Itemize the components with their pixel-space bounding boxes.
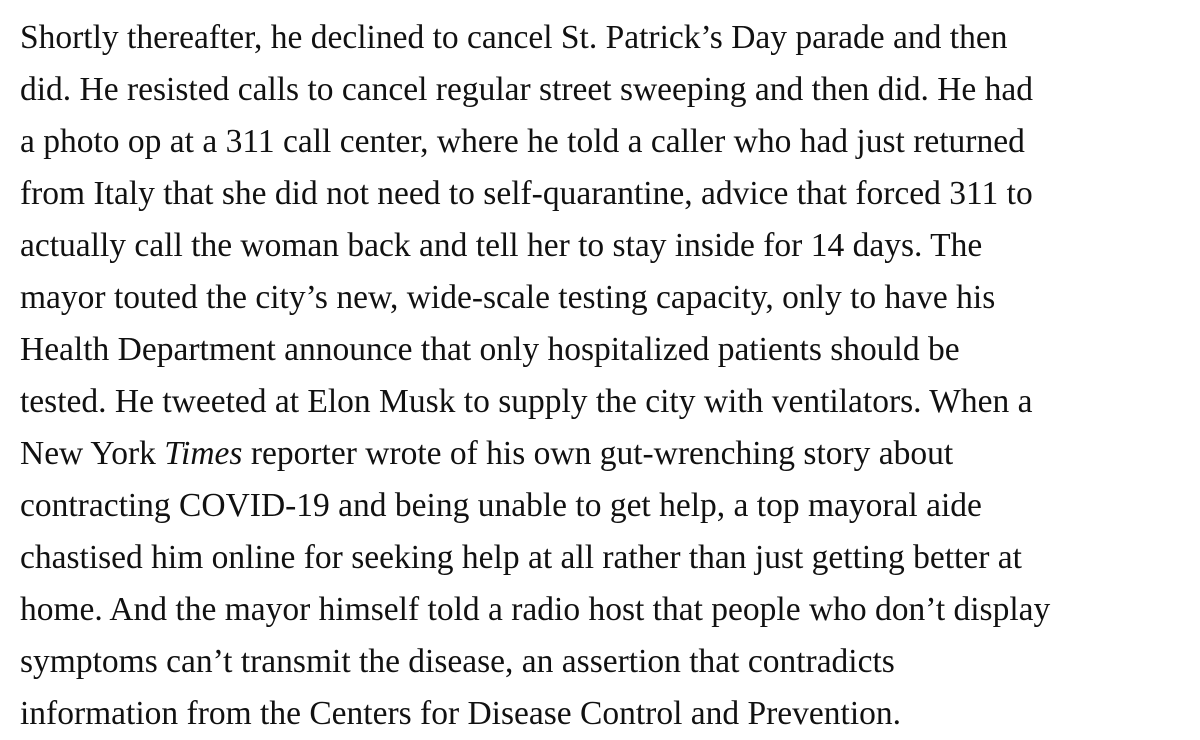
publication-name-italic: Times xyxy=(164,435,243,472)
paragraph-line-with-italic xyxy=(20,428,1190,480)
paragraph-line: a photo op at a 311 call center, where he told a caller who had just returned xyxy=(20,123,1025,160)
paragraph-line: Shortly thereafter, he declined to cancel St. Patrick’s Day parade and then xyxy=(20,19,1008,56)
paragraph-line: information from the Centers for Disease Control and Prevention. xyxy=(20,695,902,732)
line-text-before: New York xyxy=(20,435,165,472)
paragraph-line: chastised him online for seeking help at all rather than just getting better at xyxy=(20,539,1022,576)
paragraph-line: Health Department announce that only hospitalized patients should be xyxy=(20,331,960,368)
paragraph-line: symptoms can’t transmit the disease, an assertion that contradicts xyxy=(20,643,895,680)
paragraph-line: contracting COVID-19 and being unable to get help, a top mayoral aide xyxy=(20,487,982,524)
paragraph-line: did. He resisted calls to cancel regular street sweeping and then did. He had xyxy=(20,71,1034,108)
paragraph-line: mayor touted the city’s new, wide-scale testing capacity, only to have his xyxy=(20,279,996,316)
paragraph-line: from Italy that she did not need to self-quarantine, advice that forced 311 to xyxy=(20,175,1033,212)
paragraph-line: actually call the woman back and tell her to stay inside for 14 days. The xyxy=(20,227,983,264)
paragraph-line: home. And the mayor himself told a radio host that people who don’t display xyxy=(20,591,1051,628)
line-text-after: reporter wrote of his own gut-wrenching story about xyxy=(242,435,954,472)
paragraph-line: tested. He tweeted at Elon Musk to supply the city with ventilators. When a xyxy=(20,383,1033,420)
article-paragraph xyxy=(20,12,1190,740)
